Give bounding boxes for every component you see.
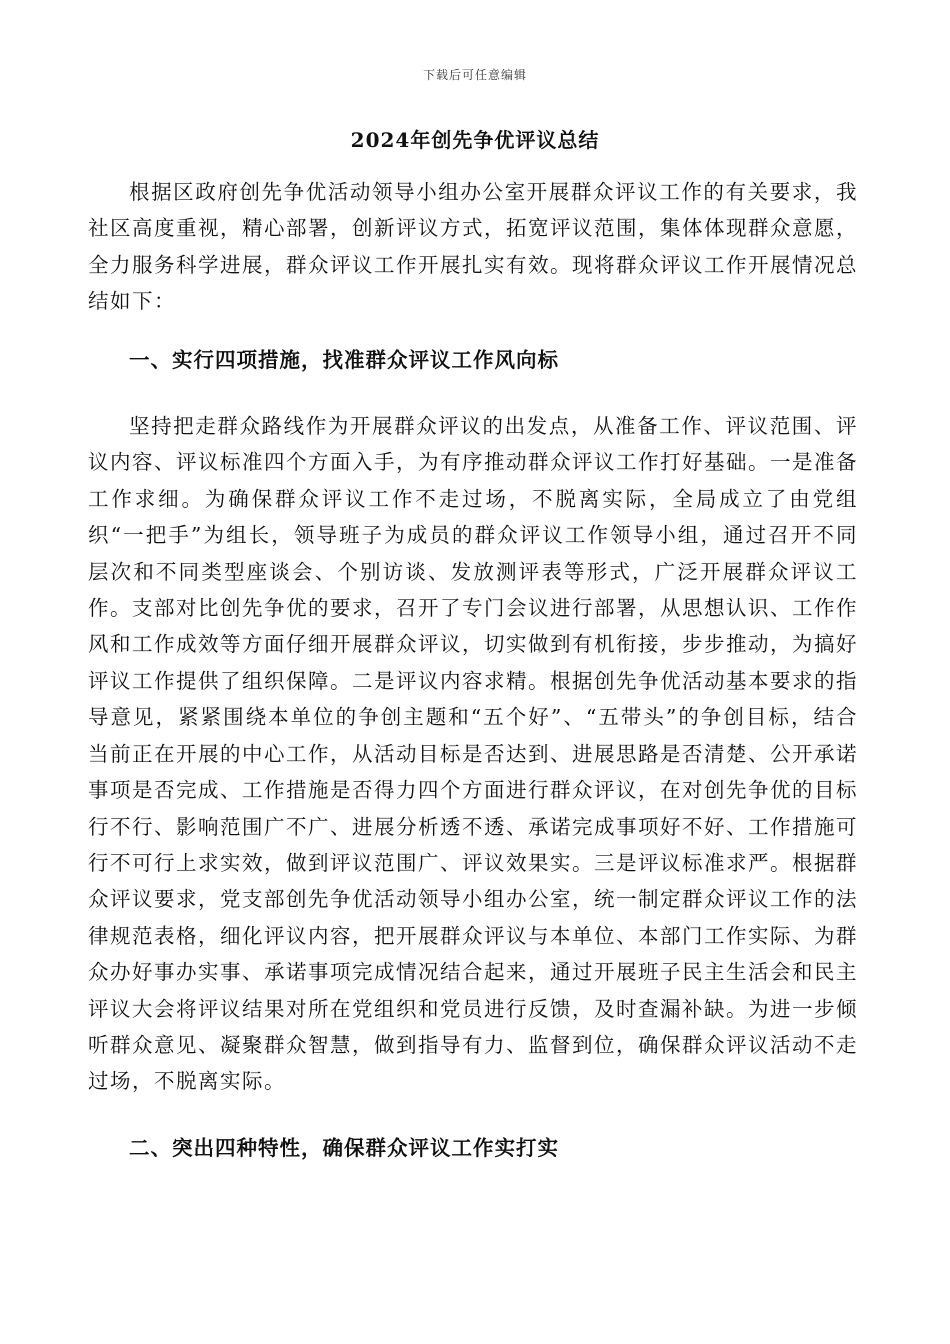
document-title: 2024年创先争优评议总结 (350, 128, 600, 152)
document-body (88, 174, 858, 1166)
section-1-heading: 一、实行四项措施，找准群众评议工作风向标 (129, 347, 559, 372)
intro-paragraph: 根据区政府创先争优活动领导小组办公室开展群众评议工作的有关要求，我社区高度重视，精心部署，创新评议方式，拓宽评议范围，集体体现群众意愿，全力服务科学进展，群众评议工作开展扎实有效。现将群众评议工作开展情况总结如下： (88, 180, 858, 314)
section-2-heading: 二、突出四种特性，确保群众评议工作实打实 (129, 1135, 559, 1160)
header-note: 下载后可任意编辑 (422, 68, 527, 82)
section-1-paragraph: 坚持把走群众路线作为开展群众评议的出发点，从准备工作、评议范围、评议内容、评议标准四个方面入手，为有序推动群众评议工作打好基础。一是准备工作求细。为确保群众评议工作不走过场，不脱离实际，全局成立了由党组织“一把手”为组长，领导班子为成员的群众评议工作领导小组，通过召开不同层次和不同类型座谈会、个别访谈、发放测评表等形式，广泛开展群众评议工作。支部对比创先争优的要求，召开了专门会议进行部署，从思想认识、工作作风和工作成效等方面仔细开展群众评议，切实做到有机衔接，步步推动，为搞好评议工作提供了组织保障。二是评议内容求精。根据创先争优活动基本要求的指导意见，紧紧围绕本单位的争创主题和“五个好”、“五带头”的争创目标，结合当前正在开展的中心工作，从活动目标是否达到、进展思路是否清楚、公开承诺事项是否完成、工作措施是否得力四个方面进行群众评议，在对创先争优的目标行不行、影响范围广不广、进展分析透不透、承诺完成事项好不好、工作措施可行不可行上求实效，做到评议范围广、评议效果实。三是评议标准求严。根据群众评议要求，党支部创先争优活动领导小组办公室，统一制定群众评议工作的法律规范表格，细化评议内容，把开展群众评议与本单位、本部门工作实际、为群众办好事办实事、承诺事项完成情况结合起来，通过开展班子民主生活会和民主评议大会将评议结果对所在党组织和党员进行反馈，及时查漏补缺。为进一步倾听群众意见、凝聚群众智慧，做到指导有力、监督到位，确保群众评议活动不走过场，不脱离实际。 (88, 414, 858, 1094)
